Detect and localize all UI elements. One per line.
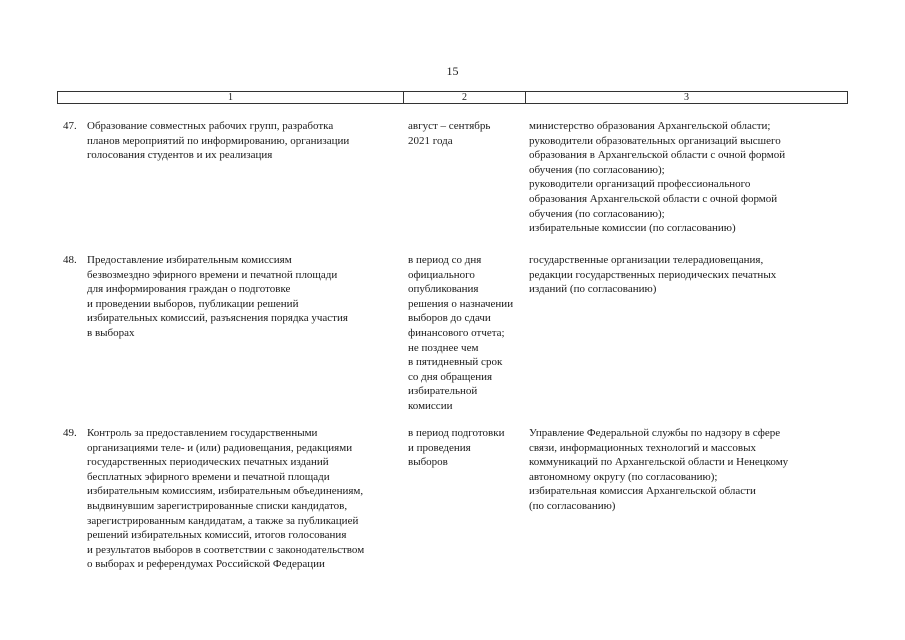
row-activity: Образование совместных рабочих групп, разработка планов мероприятий по информированию, организации голосования студентов и их реализация — [87, 120, 350, 162]
header-col-2: 2 — [404, 92, 526, 103]
header-col-3: 3 — [684, 92, 689, 103]
row-number: 47. — [63, 120, 77, 132]
table-header — [57, 91, 848, 104]
row-responsible: Управление Федеральной службы по надзору в сфере связи, информационных технологий и массовых коммуникаций по Архангельской области и Ненецкому автономному округу (по согласованию); избирательная комиссия Архангельской области (по согласованию) — [529, 427, 789, 512]
row-activity: Контроль за предоставлением государственными организациями теле- и (или) радиовещания, редакциями государственных периодических печатных изданий бесплатных эфирного времени и печатной площади избирательным комиссиям, избирательным объединениям, выдвинувшим зарегистрированные списки кандидатов, зарегистрированным кандидатам, а также за публикацией решений избирательных комиссий, итогов голосования и результатов выборов в соответствии с законодательством о выборах и референдумах Российской Федерации — [87, 427, 365, 571]
row-responsible: государственные организации телерадиовещания, редакции государственных периодических печатных изданий (по согласованию) — [529, 254, 777, 296]
page-number: 15 — [446, 64, 459, 78]
row-period: в период подготовки и проведения выборов — [408, 427, 505, 469]
row-period: август – сентябрь 2021 года — [408, 120, 491, 147]
header-col-1: 1 — [58, 92, 404, 103]
row-number: 49. — [63, 427, 77, 439]
row-period: в период со дня официального опубликования решения о назначении выборов до сдачи финансового отчета; не позднее чем в пятидневный срок со дня обращения избирательной комиссии — [408, 254, 514, 412]
row-activity: Предоставление избирательным комиссиям безвозмездно эфирного времени и печатной площади для информирования граждан о подготовке и проведении выборов, публикации решений избирательных комиссий, разъяснения порядка участия в выборах — [87, 254, 348, 339]
row-responsible: министерство образования Архангельской области; руководители образовательных организаций высшего образования в Архангельской области с очной формой обучения (по согласованию); руководители организаций профессионального образования Архангельской области с очной формой обучения (по согласованию); избирательные комиссии (по согласованию) — [529, 120, 786, 235]
row-number: 48. — [63, 254, 77, 266]
